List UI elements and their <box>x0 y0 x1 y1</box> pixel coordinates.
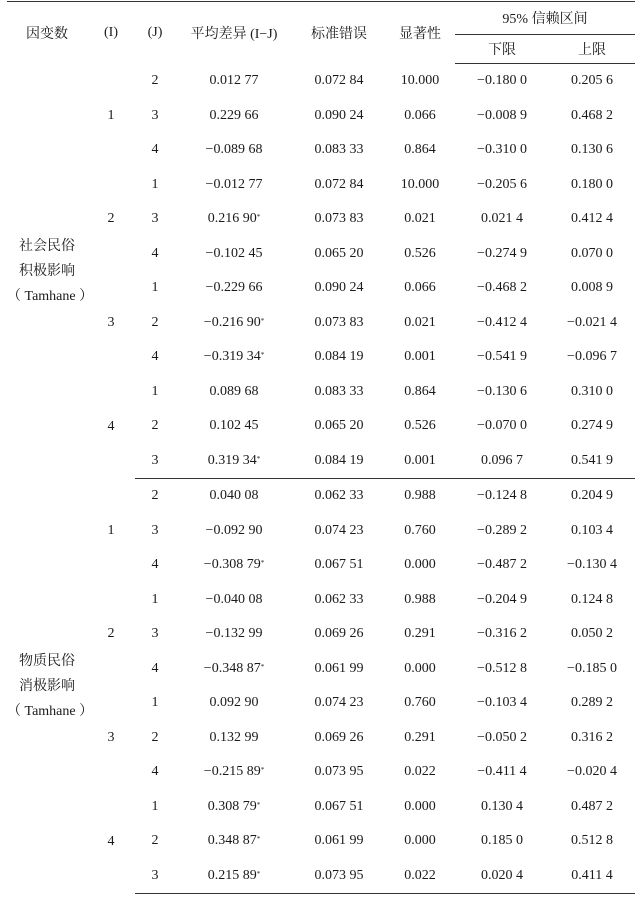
mean-difference-cell <box>175 444 293 479</box>
header-mean-difference: 平均差异 (I−J) <box>175 2 293 64</box>
mean-difference-value: 0.308 79 <box>207 798 257 814</box>
lower-bound-cell: −0.124 8 <box>477 488 527 504</box>
j-cell: 3 <box>151 522 159 538</box>
upper-bound-cell: 0.205 6 <box>571 73 613 89</box>
mean-difference-value: −0.348 87 <box>203 660 261 676</box>
mean-difference-cell <box>175 375 293 410</box>
j-cell: 3 <box>151 107 159 123</box>
mean-difference-value: 0.348 87 <box>207 833 257 849</box>
dependent-variable-line: 社会民俗 <box>19 238 75 254</box>
mean-difference-value: −0.040 08 <box>205 591 263 607</box>
significance-cell: 0.001 <box>385 444 455 479</box>
lower-bound-cell: −0.050 2 <box>477 729 527 745</box>
group-i-cell: 2 <box>107 211 115 227</box>
lower-bound-cell: −0.205 6 <box>477 176 527 192</box>
significance-cell: 0.066 <box>404 280 436 296</box>
upper-bound-cell: 0.487 2 <box>571 798 613 814</box>
j-cell: 4 <box>151 349 159 365</box>
mean-difference-cell <box>175 306 293 341</box>
standard-error-cell: 0.090 24 <box>314 107 364 123</box>
significance-cell: 0.988 <box>404 591 436 607</box>
significance-cell: 0.526 <box>404 245 436 261</box>
upper-bound-cell: 0.124 8 <box>571 591 613 607</box>
header-upper-bound: 上限 <box>549 35 635 64</box>
j-cell: 4 <box>151 660 159 676</box>
standard-error-cell: 0.065 20 <box>314 245 364 261</box>
significance-cell: 10.000 <box>400 73 440 88</box>
group-1 <box>7 64 635 479</box>
significance-cell: 10.000 <box>400 176 440 192</box>
significance-marker: * <box>260 559 265 568</box>
mean-difference-value: 0.132 99 <box>209 729 259 745</box>
standard-error-cell: 0.090 24 <box>314 280 364 296</box>
mean-difference-value: 0.012 77 <box>209 73 259 88</box>
upper-bound-cell: 0.180 0 <box>571 176 613 192</box>
j-cell: 4 <box>151 764 159 780</box>
multiple-comparison-table <box>7 1 635 894</box>
standard-error-cell: 0.083 33 <box>314 383 364 399</box>
table-row <box>7 168 635 203</box>
significance-marker: * <box>260 662 265 671</box>
header-standard-error: 标准错误 <box>293 2 385 64</box>
standard-error-cell: 0.072 84 <box>314 176 364 192</box>
significance-cell: 0.000 <box>404 557 436 573</box>
header-confidence-interval: 95% 信赖区间 <box>455 2 635 35</box>
lower-bound-cell: 0.185 0 <box>481 833 523 849</box>
j-cell: 3 <box>151 626 159 642</box>
j-cell: 1 <box>151 280 159 296</box>
standard-error-cell: 0.084 19 <box>293 444 385 479</box>
upper-bound-cell: 0.289 2 <box>571 695 613 711</box>
dependent-variable-line: （ Tamhane ） <box>7 703 94 719</box>
table-row <box>7 64 635 99</box>
upper-bound-cell: −0.130 4 <box>567 557 617 573</box>
lower-bound-cell: −0.541 9 <box>477 349 527 365</box>
significance-cell: 0.760 <box>404 522 436 538</box>
mean-difference-value: 0.102 45 <box>209 418 259 434</box>
header-i: (I) <box>87 2 135 64</box>
header-dependent-variable: 因变数 <box>7 2 87 64</box>
significance-marker: * <box>256 213 261 222</box>
lower-bound-cell: −0.310 0 <box>477 142 527 158</box>
dependent-variable-cell <box>7 64 94 479</box>
lower-bound-cell: 0.130 4 <box>481 798 523 814</box>
significance-cell: 0.526 <box>404 418 436 434</box>
mean-difference-value: −0.102 45 <box>205 245 263 261</box>
mean-difference-value: −0.308 79 <box>203 557 261 573</box>
j-cell: 1 <box>151 591 159 607</box>
lower-bound-cell: −0.180 0 <box>477 73 527 89</box>
j-cell: 1 <box>151 695 159 711</box>
significance-cell: 0.291 <box>404 626 436 642</box>
standard-error-cell: 0.065 20 <box>314 418 364 434</box>
standard-error-cell: 0.074 23 <box>314 522 364 538</box>
significance-cell: 0.760 <box>404 695 436 711</box>
mean-difference-cell <box>175 271 293 306</box>
mean-difference-value: 0.216 90 <box>207 211 257 227</box>
lower-bound-cell: −0.412 4 <box>477 314 527 330</box>
upper-bound-cell: 0.412 4 <box>571 211 613 227</box>
upper-bound-cell: 0.008 9 <box>571 280 613 296</box>
upper-bound-cell: 0.316 2 <box>571 729 613 745</box>
mean-difference-value: 0.040 08 <box>209 488 259 504</box>
dependent-variable-line: 消极影响 <box>19 678 75 694</box>
j-cell: 2 <box>151 833 159 849</box>
lower-bound-cell: −0.512 8 <box>477 660 527 676</box>
significance-cell: 0.988 <box>404 488 436 504</box>
mean-difference-cell <box>175 479 293 514</box>
table-row <box>7 583 635 618</box>
table-row <box>7 790 635 825</box>
standard-error-cell: 0.083 33 <box>314 142 364 158</box>
mean-difference-cell <box>175 721 293 756</box>
group-i-cell: 4 <box>107 418 115 434</box>
lower-bound-cell: −0.274 9 <box>477 245 527 261</box>
lower-bound-cell: −0.130 6 <box>477 383 527 399</box>
mean-difference-value: 0.319 34 <box>207 452 257 468</box>
upper-bound-cell: −0.096 7 <box>567 349 617 365</box>
standard-error-cell: 0.072 84 <box>314 73 364 88</box>
mean-difference-value: −0.012 77 <box>205 176 263 192</box>
standard-error-cell: 0.069 26 <box>314 626 364 642</box>
lower-bound-cell: 0.020 4 <box>455 859 549 894</box>
standard-error-cell: 0.073 95 <box>314 764 364 780</box>
significance-cell: 0.001 <box>404 349 436 365</box>
lower-bound-cell: −0.487 2 <box>477 557 527 573</box>
mean-difference-value: −0.092 90 <box>205 522 263 538</box>
significance-cell: 0.021 <box>404 211 436 227</box>
upper-bound-cell: 0.130 6 <box>571 142 613 158</box>
mean-difference-cell <box>175 859 293 894</box>
upper-bound-cell: 0.541 9 <box>549 444 635 479</box>
group-i-cell: 3 <box>107 729 115 745</box>
mean-difference-value: 0.229 66 <box>209 107 259 123</box>
significance-marker: * <box>260 351 265 360</box>
group-i-cell: 1 <box>107 107 115 123</box>
upper-bound-cell: 0.310 0 <box>571 383 613 399</box>
lower-bound-cell: −0.204 9 <box>477 591 527 607</box>
significance-marker: * <box>260 766 265 775</box>
mean-difference-value: −0.319 34 <box>203 349 261 365</box>
standard-error-cell: 0.067 51 <box>314 798 364 814</box>
significance-marker: * <box>256 869 261 878</box>
mean-difference-value: 0.089 68 <box>209 383 259 399</box>
significance-marker: * <box>260 316 265 325</box>
lower-bound-cell: −0.468 2 <box>477 280 527 296</box>
mean-difference-cell <box>175 548 293 583</box>
standard-error-cell: 0.061 99 <box>314 833 364 849</box>
mean-difference-value: −0.215 89 <box>203 764 261 780</box>
upper-bound-cell: 0.411 4 <box>549 859 635 894</box>
significance-cell: 0.000 <box>404 660 436 676</box>
significance-cell: 0.000 <box>404 798 436 814</box>
j-cell: 4 <box>151 557 159 573</box>
significance-cell: 0.864 <box>404 142 436 158</box>
group-i-cell: 2 <box>107 626 115 642</box>
mean-difference-cell <box>175 652 293 687</box>
mean-difference-value: −0.216 90 <box>203 314 261 330</box>
mean-difference-value: 0.215 89 <box>207 867 257 883</box>
standard-error-cell: 0.061 99 <box>314 660 364 676</box>
upper-bound-cell: 0.050 2 <box>571 626 613 642</box>
j-cell: 2 <box>151 314 159 330</box>
table-row <box>7 375 635 410</box>
lower-bound-cell: −0.316 2 <box>477 626 527 642</box>
standard-error-cell: 0.073 95 <box>293 859 385 894</box>
standard-error-cell: 0.062 33 <box>314 488 364 504</box>
standard-error-cell: 0.069 26 <box>314 729 364 745</box>
significance-cell: 0.021 <box>404 314 436 330</box>
mean-difference-cell <box>175 514 293 549</box>
j-cell: 2 <box>151 73 159 88</box>
significance-cell: 0.000 <box>404 833 436 849</box>
mean-difference-cell <box>175 686 293 721</box>
significance-cell: 0.022 <box>404 764 436 780</box>
mean-difference-cell <box>175 617 293 652</box>
significance-marker: * <box>256 454 261 463</box>
upper-bound-cell: 0.512 8 <box>571 833 613 849</box>
upper-bound-cell: −0.185 0 <box>567 660 617 676</box>
lower-bound-cell: −0.008 9 <box>477 107 527 123</box>
mean-difference-cell <box>175 64 293 99</box>
upper-bound-cell: 0.204 9 <box>571 488 613 504</box>
upper-bound-cell: −0.021 4 <box>567 314 617 330</box>
lower-bound-cell: −0.289 2 <box>477 522 527 538</box>
mean-difference-cell <box>175 409 293 444</box>
group-2 <box>7 479 635 894</box>
header-lower-bound: 下限 <box>455 35 549 64</box>
dependent-variable-line: （ Tamhane ） <box>7 288 94 304</box>
significance-cell: 0.066 <box>404 107 436 123</box>
upper-bound-cell: 0.468 2 <box>571 107 613 123</box>
upper-bound-cell: 0.103 4 <box>571 522 613 538</box>
header-j: (J) <box>135 2 175 64</box>
lower-bound-cell: −0.103 4 <box>477 695 527 711</box>
dependent-variable-cell <box>7 479 94 894</box>
header-significance: 显著性 <box>385 2 455 64</box>
dependent-variable-line: 积极影响 <box>19 263 75 279</box>
standard-error-cell: 0.073 83 <box>314 314 364 330</box>
mean-difference-cell <box>175 237 293 272</box>
mean-difference-cell <box>175 340 293 375</box>
j-cell: 3 <box>135 444 175 479</box>
significance-cell: 0.864 <box>404 383 436 399</box>
mean-difference-value: −0.229 66 <box>205 280 263 296</box>
j-cell: 2 <box>151 418 159 434</box>
j-cell: 3 <box>151 211 159 227</box>
mean-difference-cell <box>175 583 293 618</box>
mean-difference-cell <box>175 168 293 203</box>
j-cell: 1 <box>151 383 159 399</box>
table-row <box>7 479 635 514</box>
lower-bound-cell: −0.411 4 <box>477 764 527 780</box>
significance-marker: * <box>256 835 261 844</box>
group-i-cell: 1 <box>107 522 115 538</box>
standard-error-cell: 0.074 23 <box>314 695 364 711</box>
upper-bound-cell: 0.070 0 <box>571 245 613 261</box>
lower-bound-cell: 0.021 4 <box>481 211 523 227</box>
table-row <box>7 271 635 306</box>
table-header <box>7 2 635 64</box>
j-cell: 3 <box>135 859 175 894</box>
mean-difference-cell <box>175 755 293 790</box>
standard-error-cell: 0.084 19 <box>314 349 364 365</box>
j-cell: 1 <box>151 176 159 192</box>
j-cell: 4 <box>151 245 159 261</box>
group-i-cell: 4 <box>107 833 115 849</box>
significance-cell: 0.291 <box>404 729 436 745</box>
upper-bound-cell: −0.020 4 <box>567 764 617 780</box>
table-row <box>7 686 635 721</box>
dependent-variable-line: 物质民俗 <box>19 653 75 669</box>
lower-bound-cell: −0.070 0 <box>477 418 527 434</box>
group-i-cell: 3 <box>107 314 115 330</box>
mean-difference-value: 0.092 90 <box>209 695 259 711</box>
mean-difference-value: −0.132 99 <box>205 626 263 642</box>
mean-difference-cell <box>175 99 293 134</box>
upper-bound-cell: 0.274 9 <box>571 418 613 434</box>
mean-difference-cell <box>175 133 293 168</box>
standard-error-cell: 0.073 83 <box>314 211 364 227</box>
standard-error-cell: 0.067 51 <box>314 557 364 573</box>
j-cell: 4 <box>151 142 159 158</box>
significance-cell: 0.022 <box>385 859 455 894</box>
j-cell: 2 <box>151 729 159 745</box>
mean-difference-cell <box>175 202 293 237</box>
j-cell: 1 <box>151 798 159 814</box>
standard-error-cell: 0.062 33 <box>314 591 364 607</box>
mean-difference-cell <box>175 824 293 859</box>
significance-marker: * <box>256 800 261 809</box>
lower-bound-cell: 0.096 7 <box>455 444 549 479</box>
j-cell: 2 <box>151 488 159 504</box>
mean-difference-value: −0.089 68 <box>205 142 263 158</box>
mean-difference-cell <box>175 790 293 825</box>
